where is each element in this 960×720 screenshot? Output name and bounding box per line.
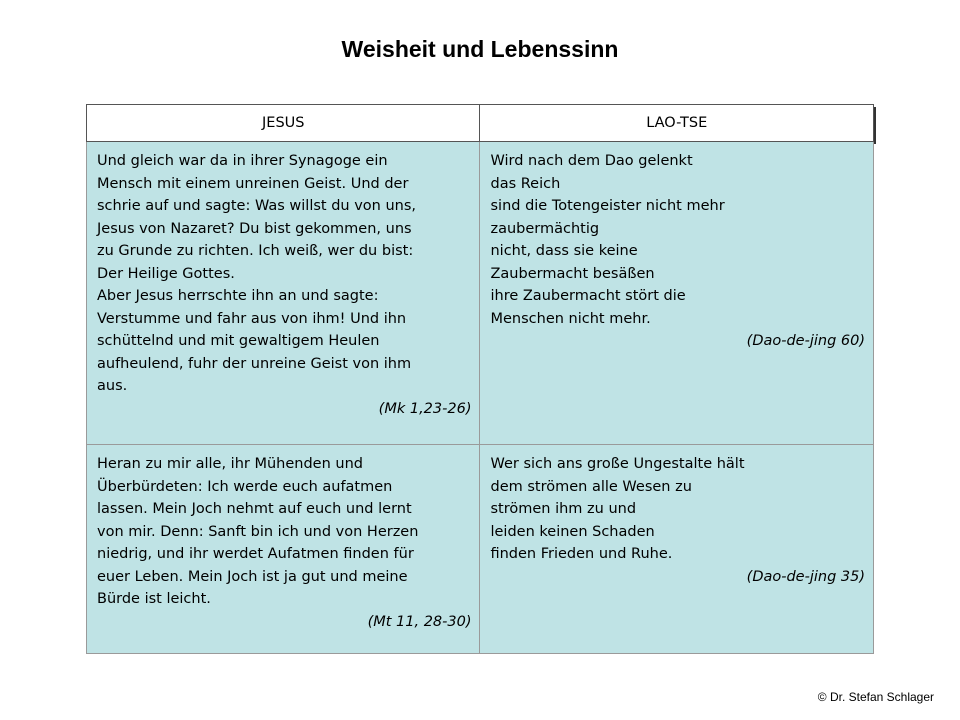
header-jesus: JESUS	[87, 105, 480, 142]
table-row	[87, 142, 874, 445]
quote-source: (Mt 11, 28-30)	[367, 613, 472, 630]
quote-source: (Dao-de-jing 60)	[746, 333, 865, 349]
page-title: Weisheit und Lebenssinn	[341, 36, 619, 62]
table-header-row	[87, 105, 874, 142]
cell-jesus-1	[87, 142, 480, 445]
quote-text: Und gleich war da in ihrer Synagoge ein Mensch mit einem unreinen Geist. Und der schrie auf und sagte: Was willst du von uns, Jesus von Nazaret? Du bist gekommen, uns zu Grunde zu richten. Ich weiß, wer du bist: Der Heilige Gottes. Aber Jesus herrschte ihn an und sagte: Verstumme und fahr aus von ihm! Und ihn schüttelnd und mit gewaltigem Heulen aufheulend, fuhr der unreine Geist von ihm aus.	[97, 153, 417, 394]
cell-laotse-2	[480, 445, 874, 654]
comparison-table	[86, 104, 874, 654]
quote-text: Wird nach dem Dao gelenkt das Reich sind die Totengeister nicht mehr zaubermächtig nicht, dass sie keine Zaubermacht besäßen ihre Zaubermacht stört die Menschen nicht mehr.	[490, 153, 725, 327]
table-row	[87, 445, 874, 654]
cell-jesus-2	[87, 445, 480, 654]
copyright-notice: © Dr. Stefan Schlager	[817, 690, 934, 704]
quote-source: (Mk 1,23-26)	[378, 400, 472, 417]
quote-text: Wer sich ans große Ungestalte hält dem strömen alle Wesen zu strömen ihm zu und leiden keinen Schaden finden Frieden und Ruhe.	[490, 456, 745, 562]
header-lao-tse: LAO-TSE	[480, 105, 874, 142]
quote-source: (Dao-de-jing 35)	[746, 568, 865, 585]
quote-text: Heran zu mir alle, ihr Mühenden und Überbürdeten: Ich werde euch aufatmen lassen. Mein Joch nehmt auf euch und lernt von mir. Denn: Sanft bin ich und von Herzen niedrig, und ihr werdet Aufatmen finden für euer Leben. Mein Joch ist ja gut und meine Bürde ist leicht.	[97, 456, 419, 607]
cell-laotse-1	[480, 142, 874, 445]
